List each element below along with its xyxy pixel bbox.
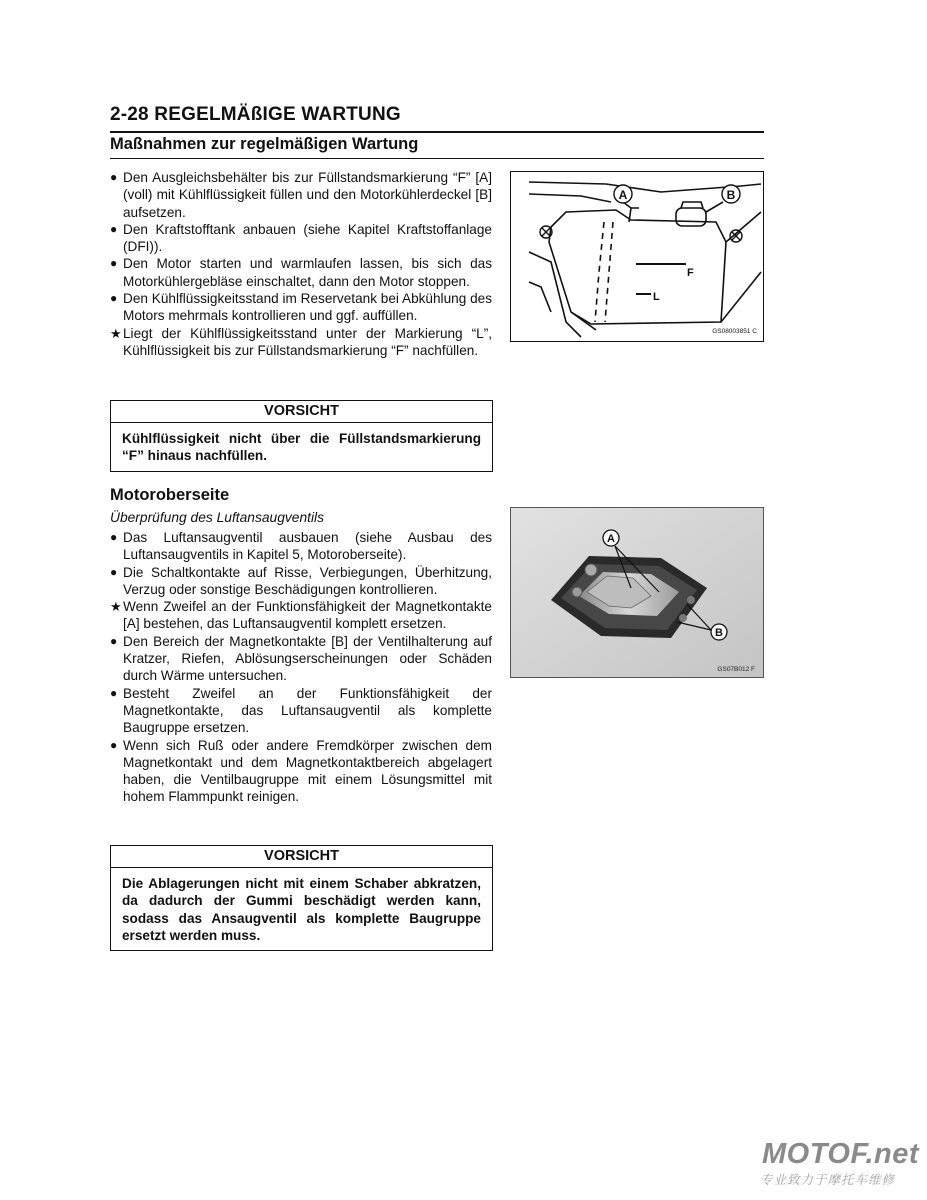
heading-rule [110, 158, 764, 159]
bullet-icon: ● [110, 221, 118, 236]
watermark-logo: MOTOF.net [762, 1138, 920, 1170]
list-item-text: Liegt der Kühlflüssigkeitsstand unter der Markierung “L”, Kühlflüssigkeit bis zur Füllstandsmarkierung “F” nachfüllen. [123, 325, 492, 358]
callout-b-label: B [715, 627, 723, 639]
bullet-icon: ● [110, 256, 118, 271]
bullet-icon: ● [110, 564, 118, 579]
list-item-text: Den Motor starten und warmlaufen lassen, bis sich das Motorkühlergebläse einschaltet, dann den Motor stoppen. [123, 256, 492, 289]
list-item [110, 169, 492, 221]
full-mark-label: F [687, 267, 694, 279]
list-item [110, 633, 492, 685]
star-icon: ★ [110, 599, 122, 615]
list-item-text: Wenn sich Ruß oder andere Fremdkörper zwischen dem Magnetkontakt und dem Magnetkontaktbereich abgelagert haben, die Ventilbaugruppe mit einem Lösungsmittel mit hohem Flammpunkt reinigen. [123, 737, 492, 805]
list-item-text: Wenn Zweifel an der Funktionsfähigkeit der Magnetkontakte [A] bestehen, das Luftansaugventil komplett ersetzen. [123, 599, 492, 632]
caution-title: VORSICHT [111, 401, 492, 423]
callout-a-label: A [618, 188, 628, 202]
list-item-text: Den Kraftstofftank anbauen (siehe Kapitel Kraftstoffanlage (DFI)). [123, 221, 492, 255]
air-valve-photo [510, 507, 764, 678]
list-item [110, 685, 492, 737]
caution-box [110, 400, 493, 472]
list-item [110, 564, 492, 599]
watermark-tagline: 专业致力于摩托车维修 [760, 1173, 896, 1187]
section-heading: Maßnahmen zur regelmäßigen Wartung [110, 135, 419, 153]
list-item-text: Den Ausgleichsbehälter bis zur Füllstandsmarkierung “F” [A] (voll) mit Kühlflüssigkeit füllen und den Motorkühlerdeckel [B] aufsetzen. [123, 170, 492, 220]
list-item-text: Besteht Zweifel an der Funktionsfähigkeit der Magnetkontakte, das Luftansaugventil als komplette Baugruppe ersetzen. [123, 685, 492, 736]
list-item [110, 529, 492, 564]
figure-code: GS08003851 C [712, 328, 757, 335]
callout-b-label: B [726, 188, 736, 202]
list-item-text: Den Kühlflüssigkeitsstand im Reservetank bei Abkühlung des Motors mehrmals kontrollieren und ggf. auffüllen. [123, 291, 492, 324]
list-item-text: Das Luftansaugventil ausbauen (siehe Ausbau des Luftansaugventils in Kapitel 5, Motoroberseite). [123, 530, 492, 563]
caution-text: Die Ablagerungen nicht mit einem Schaber abkratzen, da dadurch der Gummi beschädigt werden kann, sodass das Ansaugventil als komplette Baugruppe ersetzt werden muss. [122, 876, 481, 943]
bullet-icon: ● [110, 737, 118, 752]
caution-box [110, 845, 493, 951]
coolant-reservoir-figure [510, 171, 764, 342]
list-item [110, 325, 492, 360]
valve-inspection-list [110, 529, 492, 806]
star-icon: ★ [110, 325, 122, 341]
callout-a-label: A [607, 533, 615, 545]
bullet-icon: ● [110, 291, 118, 306]
coolant-steps-list [110, 169, 492, 359]
list-item [110, 221, 492, 256]
list-item [110, 737, 492, 806]
section-title: Motoroberseite [110, 486, 230, 504]
caution-text: Kühlflüssigkeit nicht über die Füllstandsmarkierung “F” hinaus nachfüllen. [122, 431, 481, 464]
list-item [110, 290, 492, 325]
title-rule [110, 131, 764, 133]
reservoir-drawing [511, 172, 762, 340]
caution-title: VORSICHT [111, 846, 492, 868]
page-title: 2-28 REGELMÄßIGE WARTUNG [110, 104, 401, 125]
list-item [110, 255, 492, 290]
bullet-icon: ● [110, 633, 118, 648]
low-mark-label: L [653, 291, 660, 303]
bullet-icon: ● [110, 530, 118, 544]
bullet-icon: ● [110, 685, 118, 700]
list-item [110, 598, 492, 633]
figure-code: GS07B012 F [717, 666, 755, 673]
list-item-text: Den Bereich der Magnetkontakte [B] der Ventilhalterung auf Kratzer, Riefen, Ablösungserscheinungen oder Schäden durch Wärme untersuchen. [123, 633, 492, 684]
bullet-icon: ● [110, 170, 118, 184]
section-subtitle: Überprüfung des Luftansaugventils [110, 510, 324, 525]
list-item-text: Die Schaltkontakte auf Risse, Verbiegungen, Überhitzung, Verzug oder sonstige Beschädigungen kontrollieren. [123, 564, 492, 597]
valve-illustration [511, 508, 763, 677]
